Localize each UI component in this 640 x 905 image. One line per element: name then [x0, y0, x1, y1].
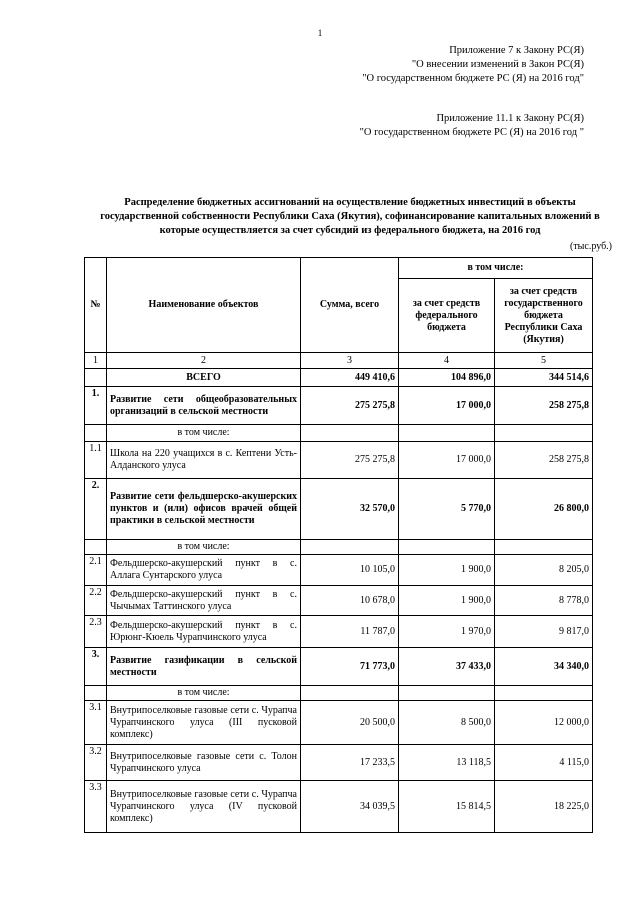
section-row	[85, 648, 593, 686]
item-number: 3.3	[85, 781, 107, 833]
item-federal: 17 000,0	[399, 442, 495, 479]
item-republic: 258 275,8	[495, 442, 593, 479]
section-number: 2.	[85, 479, 107, 540]
item-name: Внутрипоселковые газовые сети с. Чурапча Чурапчинского улуса (IV пусковой комплекс)	[107, 781, 301, 833]
section-federal: 17 000,0	[399, 387, 495, 425]
item-name: Фельдшерско-акушерский пункт в с. Чычымах Таттинского улуса	[107, 586, 301, 616]
item-number: 2.2	[85, 586, 107, 616]
item-sum: 11 787,0	[301, 616, 399, 648]
item-number: 1.1	[85, 442, 107, 479]
item-federal: 1 970,0	[399, 616, 495, 648]
item-republic: 9 817,0	[495, 616, 593, 648]
item-federal: 8 500,0	[399, 701, 495, 745]
item-republic: 18 225,0	[495, 781, 593, 833]
section-republic: 258 275,8	[495, 387, 593, 425]
appendix-line: "О внесении изменений в Закон РС(Я)	[411, 59, 584, 70]
item-sum: 20 500,0	[301, 701, 399, 745]
appendix-line: Приложение 11.1 к Закону РС(Я)	[436, 113, 584, 124]
item-federal: 15 814,5	[399, 781, 495, 833]
total-republic: 344 514,6	[495, 369, 593, 387]
total-label: ВСЕГО	[107, 369, 301, 387]
total-federal: 104 896,0	[399, 369, 495, 387]
including-label: в том числе:	[107, 540, 301, 555]
item-sum: 10 105,0	[301, 555, 399, 586]
including-label: в том числе:	[107, 686, 301, 701]
section-name: Развитие сети общеобразовательных организаций в сельской местности	[107, 387, 301, 425]
item-row	[85, 555, 593, 586]
item-row	[85, 442, 593, 479]
item-number: 3.1	[85, 701, 107, 745]
col-number: 5	[495, 353, 593, 369]
section-name: Развитие газификации в сельской местности	[107, 648, 301, 686]
item-row	[85, 616, 593, 648]
item-republic: 8 205,0	[495, 555, 593, 586]
header-republic: за счет средств государственного бюджета Республики Саха (Якутия)	[495, 279, 593, 353]
document-title: Распределение бюджетных ассигнований на осуществление бюджетных инвестиций в объекты государственной собственности Республики Саха (Якутия), софинансирование капитальных вложений в которые осуществляется за счет субсидий из федерального бюджета, на 2016 год	[100, 197, 600, 236]
item-federal: 13 118,5	[399, 745, 495, 781]
item-republic: 12 000,0	[495, 701, 593, 745]
col-number: 1	[85, 353, 107, 369]
section-federal: 37 433,0	[399, 648, 495, 686]
appendix-note-11-1	[360, 112, 584, 140]
item-name: Внутрипоселковые газовые сети с. Чурапча Чурапчинского улуса (III пусковой комплекс)	[107, 701, 301, 745]
section-name: Развитие сети фельдшерско-акушерских пунктов и (или) офисов врачей общей практики в сельской местности	[107, 479, 301, 540]
section-republic: 26 800,0	[495, 479, 593, 540]
appendix-line: Приложение 7 к Закону РС(Я)	[449, 45, 584, 56]
header-sum: Сумма, всего	[301, 258, 399, 353]
header-name: Наименование объектов	[107, 258, 301, 353]
budget-table	[84, 257, 593, 833]
item-name: Школа на 220 учащихся в с. Кептени Усть-Алданского улуса	[107, 442, 301, 479]
header-federal: за счет средств федерального бюджета	[399, 279, 495, 353]
section-sum: 32 570,0	[301, 479, 399, 540]
item-federal: 1 900,0	[399, 555, 495, 586]
section-sum: 275 275,8	[301, 387, 399, 425]
item-federal: 1 900,0	[399, 586, 495, 616]
section-number: 3.	[85, 648, 107, 686]
item-row	[85, 586, 593, 616]
page-number: 1	[317, 28, 323, 38]
item-row	[85, 781, 593, 833]
col-number: 4	[399, 353, 495, 369]
appendix-line: "О государственном бюджете РС (Я) на 2016 год"	[362, 73, 584, 84]
item-number: 2.3	[85, 616, 107, 648]
units-label: (тыс.руб.)	[569, 241, 612, 252]
item-number: 3.2	[85, 745, 107, 781]
item-sum: 275 275,8	[301, 442, 399, 479]
item-name: Фельдшерско-акушерский пункт в с. Юрюнг-Кюель Чурапчинского улуса	[107, 616, 301, 648]
appendix-line: "О государственном бюджете РС (Я) на 2016 год "	[359, 127, 584, 138]
header-including: в том числе:	[399, 258, 593, 279]
item-sum: 34 039,5	[301, 781, 399, 833]
appendix-note-7	[362, 44, 584, 86]
section-row	[85, 479, 593, 540]
item-sum: 17 233,5	[301, 745, 399, 781]
section-republic: 34 340,0	[495, 648, 593, 686]
total-sum: 449 410,6	[301, 369, 399, 387]
item-number: 2.1	[85, 555, 107, 586]
item-name: Фельдшерско-акушерский пункт в с. Аллага Сунтарского улуса	[107, 555, 301, 586]
section-row	[85, 387, 593, 425]
section-sum: 71 773,0	[301, 648, 399, 686]
col-number: 3	[301, 353, 399, 369]
item-republic: 4 115,0	[495, 745, 593, 781]
item-row	[85, 701, 593, 745]
header-no: №	[85, 258, 107, 353]
item-row	[85, 745, 593, 781]
item-name: Внутрипоселковые газовые сети с. Толон Чурапчинского улуса	[107, 745, 301, 781]
item-republic: 8 778,0	[495, 586, 593, 616]
item-sum: 10 678,0	[301, 586, 399, 616]
including-label: в том числе:	[107, 425, 301, 442]
col-number: 2	[107, 353, 301, 369]
total-row	[85, 369, 593, 387]
section-federal: 5 770,0	[399, 479, 495, 540]
section-number: 1.	[85, 387, 107, 425]
